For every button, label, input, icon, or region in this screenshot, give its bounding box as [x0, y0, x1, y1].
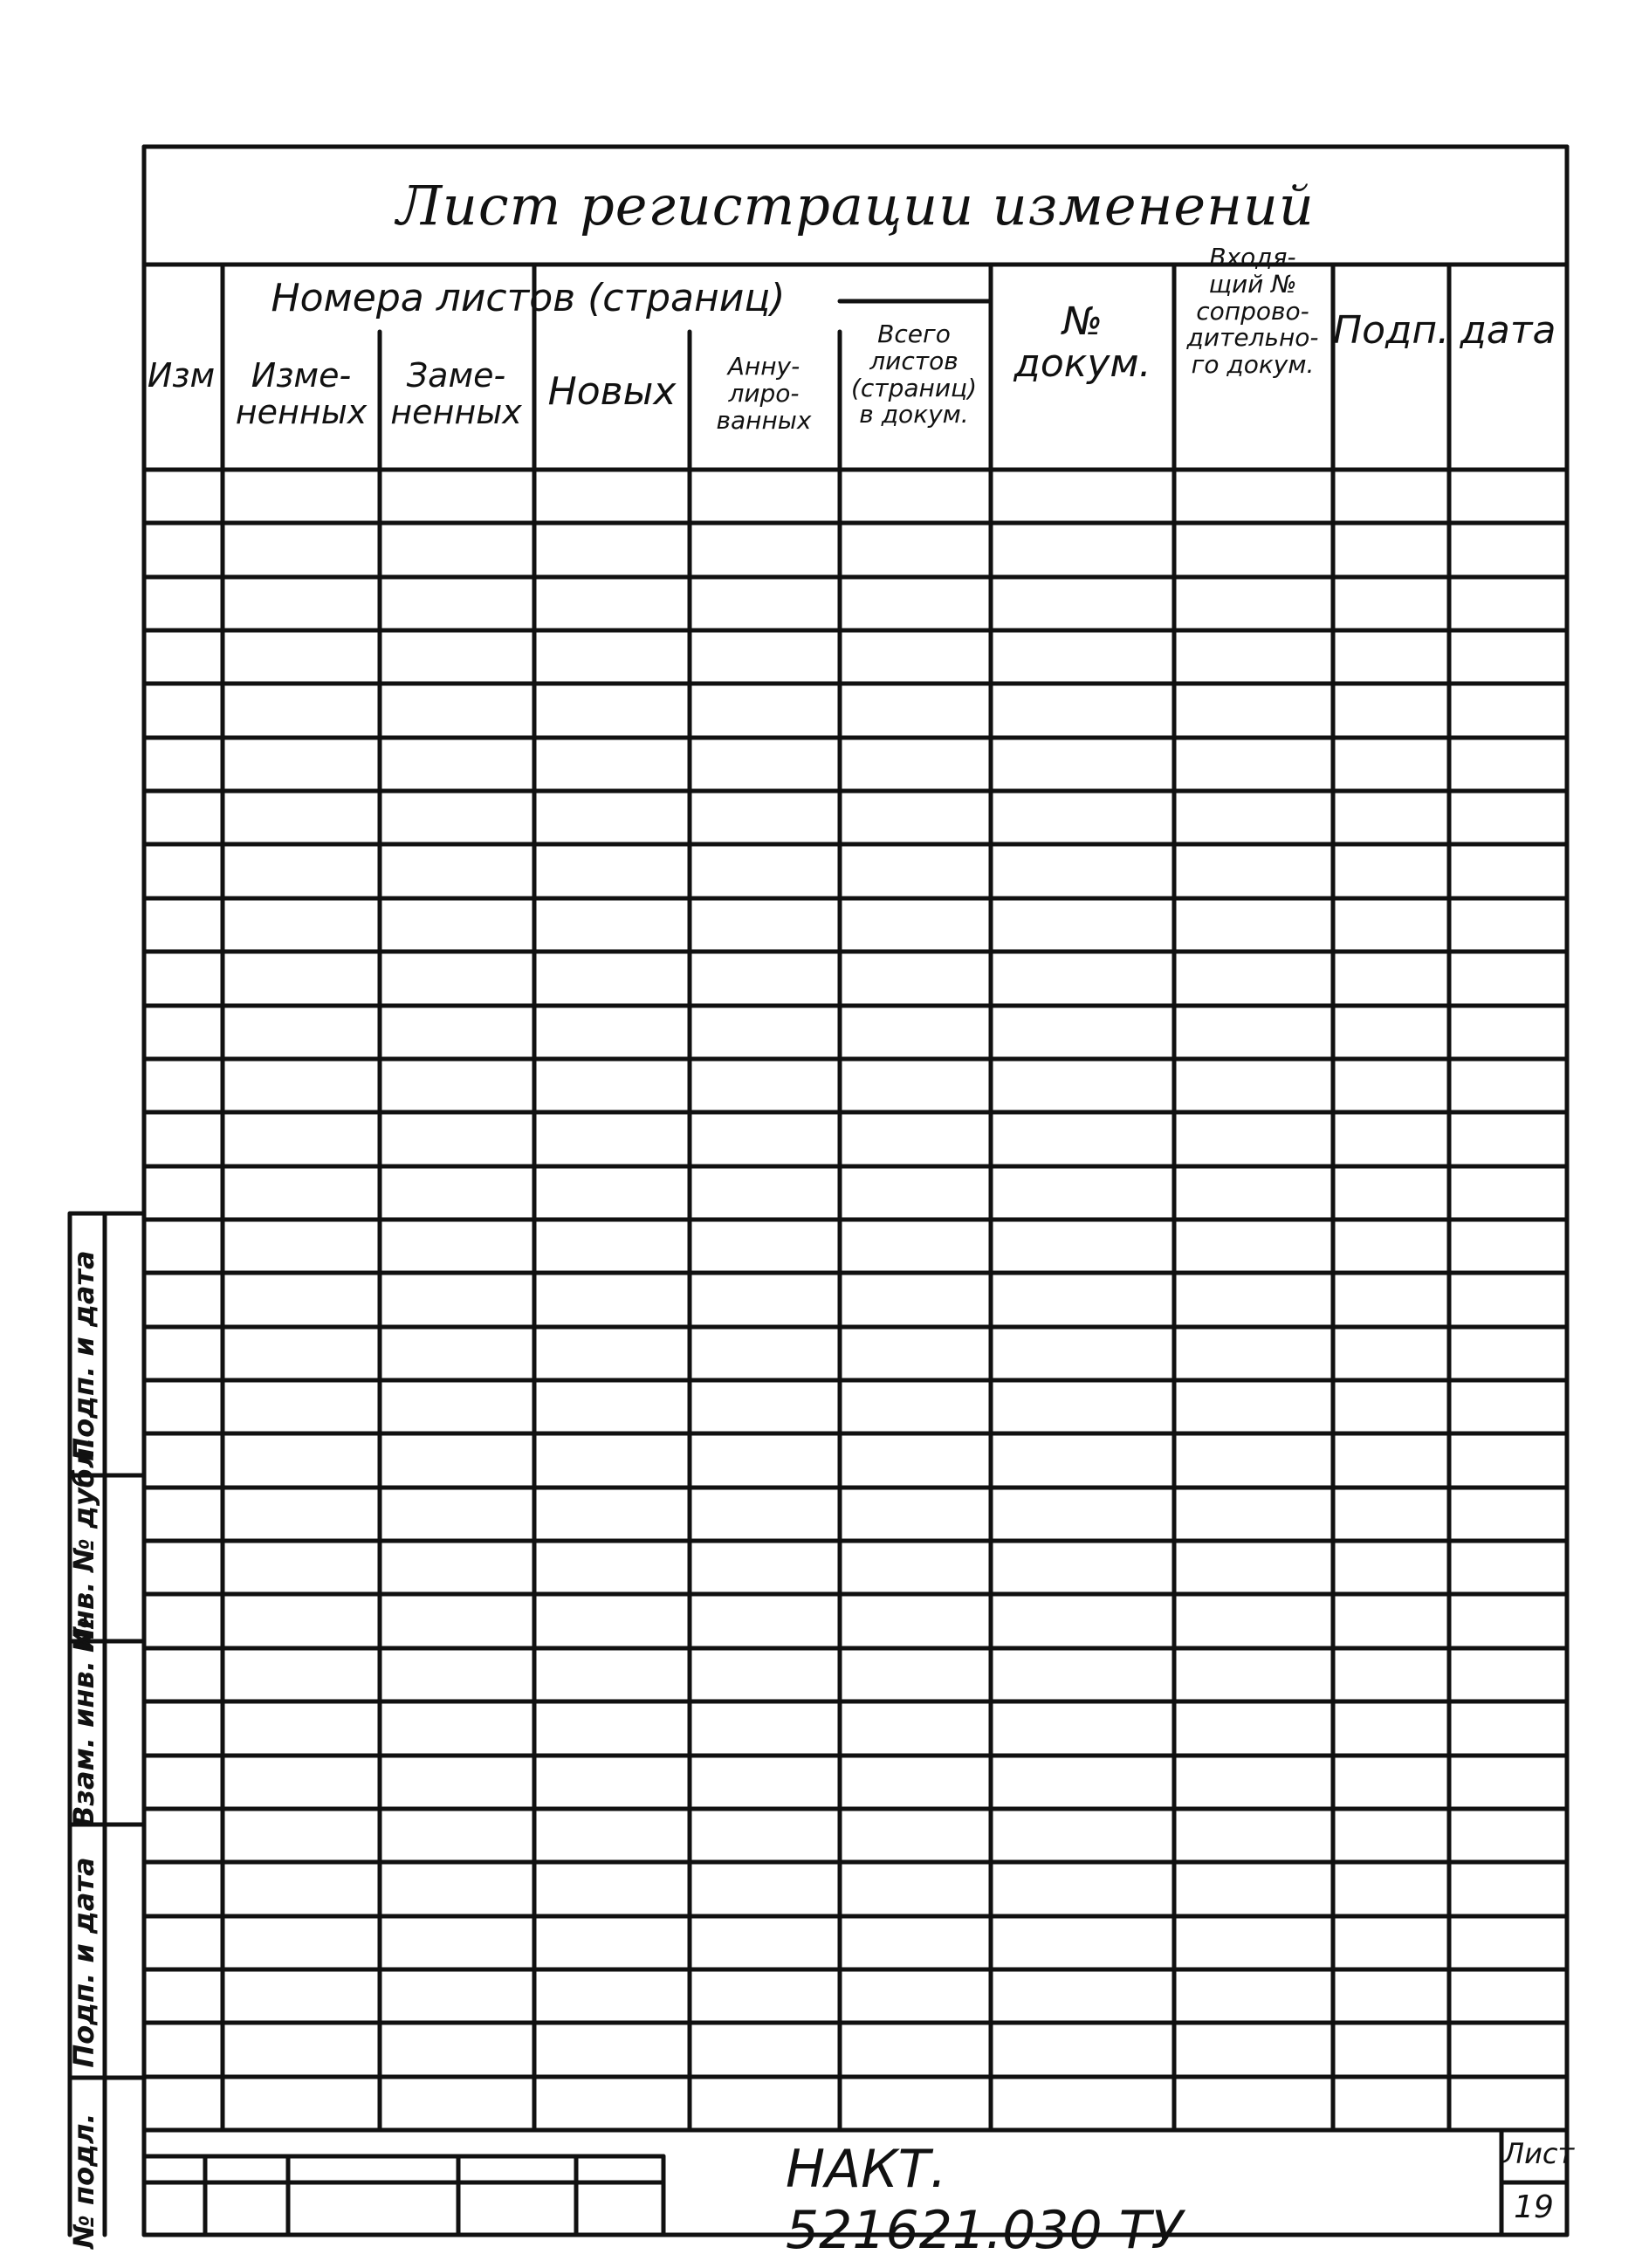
header-annulled: Анну- лиро- ванных [716, 352, 812, 435]
header-new: Новых [547, 369, 677, 414]
header-change-no: Изм [147, 356, 216, 395]
header-replaced: Заме- ненных [390, 356, 522, 431]
header-changed: Изме- ненных [235, 356, 368, 431]
header-total-sheets: Всего листов (страниц) в докум. [850, 320, 978, 430]
header-incoming-no: Входя- щий № сопрово- дительно- го докум. [1186, 243, 1319, 380]
side-stamp-sign-date-top: Подп. и дата [67, 1250, 100, 1461]
page-title: Лист регистрации изменений [396, 174, 1315, 237]
side-stamp-dupl-inv: Инв. № дубл. [67, 1437, 100, 1653]
header-date: дата [1460, 308, 1556, 353]
side-stamp-sign-date-bottom: Подп. и дата [67, 1857, 100, 2068]
side-stamp-orig-inv: № подл. [67, 2113, 100, 2249]
header-doc-no: № докум. [1013, 299, 1151, 387]
side-stamp-instead-inv: Взам. инв. № [67, 1617, 100, 1827]
header-sheet-numbers-group: Номера листов (страниц) [271, 276, 786, 320]
document-code: НАКТ. 521621.030 ТУ [786, 2139, 1183, 2261]
sheet-label: Лист [1503, 2137, 1575, 2170]
header-signature: Подп. [1333, 308, 1450, 353]
sheet-number: 19 [1514, 2189, 1554, 2225]
